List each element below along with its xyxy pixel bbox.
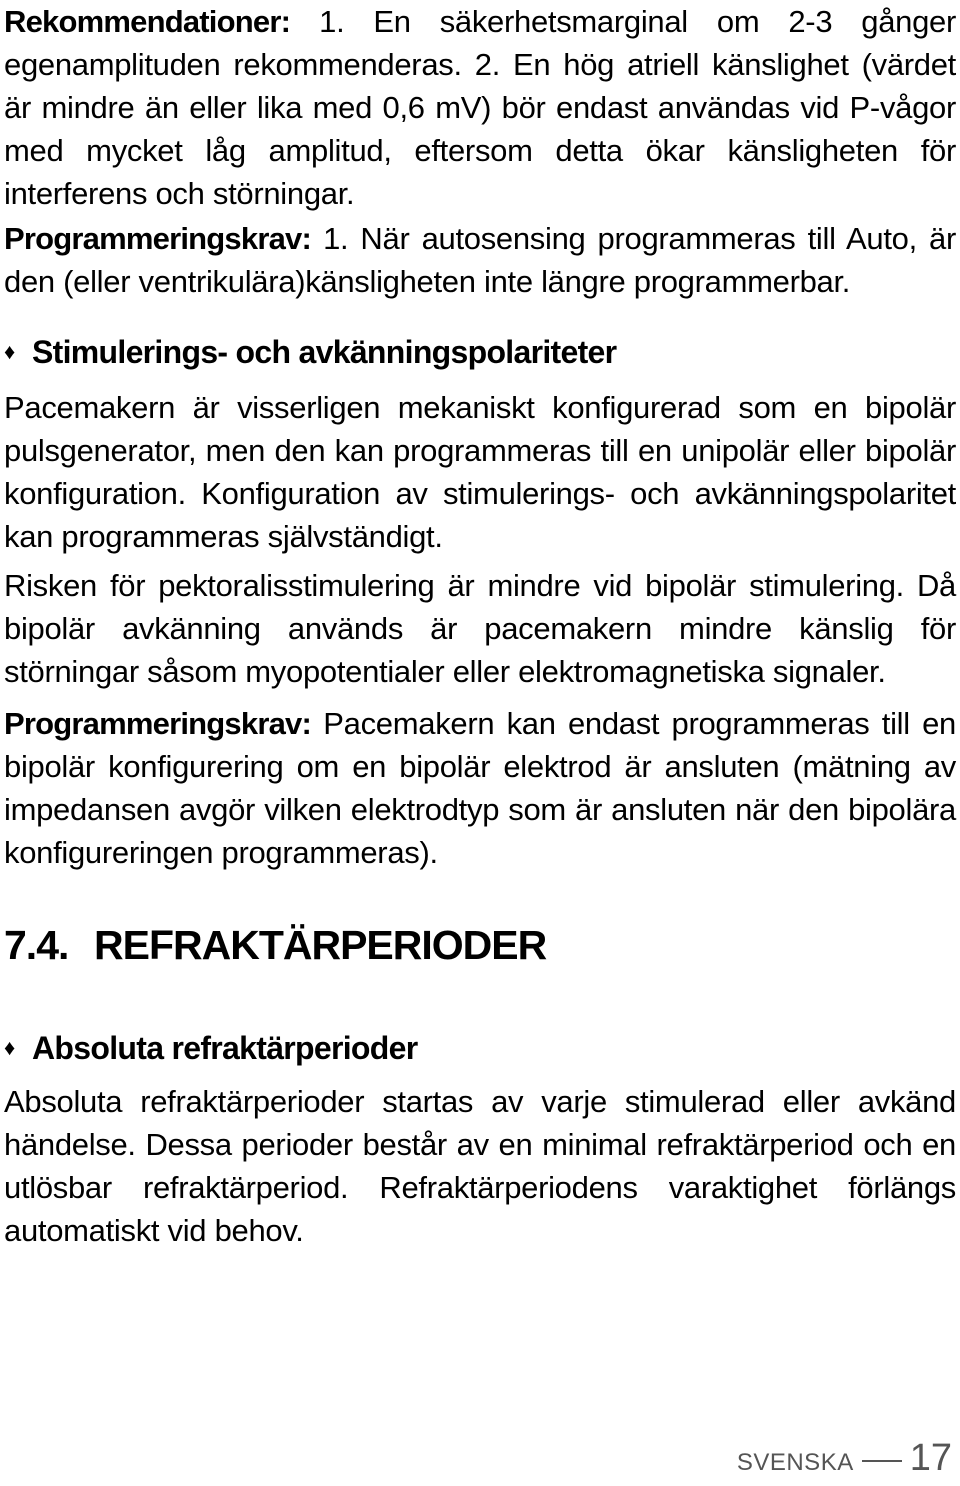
absolute-refractory-paragraph: Absoluta refraktärperioder startas av varje stimulerad eller avkänd händelse. Dessa perioder består av en minimal refraktärperiod och en utlösbar refraktärperiod. Refraktärperiodens varaktighet förlängs automatiskt vid behov. [4, 1084, 956, 1248]
absolute-refractory-subheading-text: Absoluta refraktärperioder [32, 1030, 418, 1066]
programming-requirement-text-2: Pacemakern kan endast programmeras till en bipolär konfigurering om en bipolär elektrod är ansluten (mätning av impedansen avgör vilken elektrodtyp som är ansluten när den bipolära konfigureringen programmeras). [4, 706, 956, 870]
recommendations-paragraph [4, 0, 956, 215]
pectoral-stimulation-paragraph: Risken för pektoralisstimulering är mindre vid bipolär stimulering. Då bipolär avkänning används är pacemakern mindre känslig för störningar såsom myopotentialer eller elektromagnetiska signaler. [4, 568, 956, 689]
programming-requirement-paragraph-1 [4, 217, 956, 303]
programming-requirement-text-1: 1. När autosensing programmeras till Auto, är den (eller ventrikulära)känsligheten inte längre programmerbar. [4, 221, 956, 299]
polarity-subheading [4, 332, 616, 372]
page-footer [737, 1438, 952, 1486]
programming-requirement-lead-1: Programmeringskrav: [4, 221, 311, 256]
recommendations-lead: Rekommendationer: [4, 4, 291, 39]
footer-divider [862, 1460, 902, 1462]
programming-requirement-lead-2: Programmeringskrav: [4, 706, 311, 741]
programming-requirement-paragraph-2 [4, 702, 956, 874]
section-heading [4, 920, 546, 970]
section-number: 7.4. [4, 922, 69, 968]
absolute-refractory-subheading [4, 1028, 417, 1068]
diamond-bullet-icon: ♦ [4, 1035, 15, 1060]
polarity-subheading-text: Stimulerings- och avkänningspolariteter [32, 334, 617, 370]
diamond-bullet-icon: ♦ [4, 339, 15, 364]
page-number: 17 [909, 1437, 952, 1479]
recommendations-text: 1. En säkerhetsmarginal om 2-3 gånger egenamplituden rekommenderas. 2. En hög atriell känslighet (värdet är mindre än eller lika med 0,6 mV) bör endast användas vid P-vågor med mycket låg amplitud, eftersom detta ökar känsligheten för interferens och störningar. [4, 4, 956, 211]
section-title-text: REFRAKTÄRPERIODER [94, 922, 547, 968]
footer-language: SVENSKA [736, 1449, 854, 1476]
polarity-paragraph: Pacemakern är visserligen mekaniskt konfigurerad som en bipolär pulsgenerator, men den kan programmeras till en unipolär eller bipolär konfiguration. Konfiguration av stimulerings- och avkänningspolaritet kan programmeras självständigt. [4, 390, 956, 554]
